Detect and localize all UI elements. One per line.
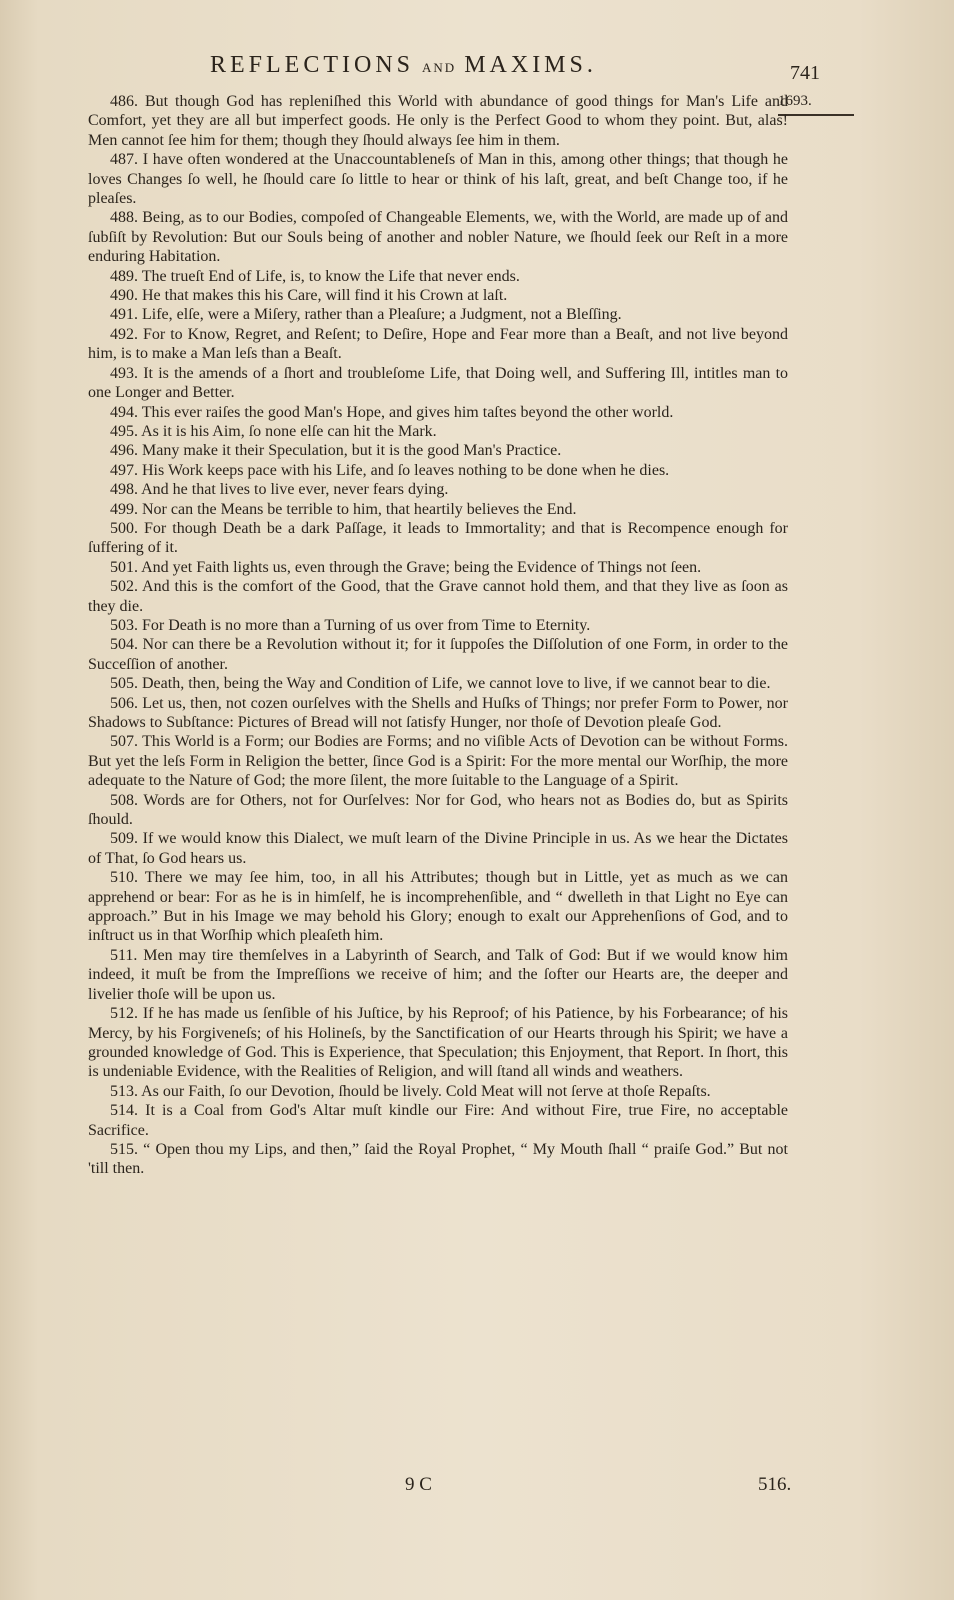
maxim-number: 491. xyxy=(110,306,138,324)
maxim-number: 506. xyxy=(110,694,138,712)
maxim-number: 504. xyxy=(110,636,138,654)
page-header xyxy=(0,52,954,84)
maxim-paragraph xyxy=(88,674,788,693)
maxim-number: 486. xyxy=(110,93,138,110)
maxim-number: 510. xyxy=(110,869,138,887)
page-footer xyxy=(0,1474,954,1504)
maxim-number: 503. xyxy=(110,616,138,634)
maxim-number: 493. xyxy=(110,364,138,382)
maxim-number: 492. xyxy=(110,325,138,343)
maxim-paragraph xyxy=(88,267,788,286)
maxim-paragraph xyxy=(88,500,788,519)
maxim-text: Nor can the Means be terrible to him, that heartily believes the End. xyxy=(142,500,577,518)
margin-year: 1693. xyxy=(778,93,812,109)
maxim-text: For Death is no more than a Turning of us over from Time to Eternity. xyxy=(142,616,591,634)
maxim-paragraph xyxy=(88,946,788,1004)
maxim-text: And he that lives to live ever, never fears dying. xyxy=(141,481,449,499)
title-and: AND xyxy=(422,60,457,75)
maxim-text: Life, elſe, were a Miſery, rather than a Pleaſure; a Judgment, not a Bleſſing. xyxy=(142,306,622,324)
maxim-paragraph xyxy=(88,286,788,305)
maxim-number: 511. xyxy=(110,946,138,964)
maxim-text: The trueſt End of Life, is, to know the Life that never ends. xyxy=(141,267,520,285)
maxim-text: It is a Coal from God's Altar muſt kindle our Fire: And without Fire, true Fire, no acceptable Sacrifice. xyxy=(88,1102,788,1139)
maxim-paragraph xyxy=(88,208,788,266)
maxim-text: Being, as to our Bodies, compoſed of Changeable Elements, we, with the World, are made up of and ſubſiſt by Revolution: But our Souls being of another and nobler Nature, we ſhould ſeek our Reſt in a more enduring Habitation. xyxy=(88,209,789,266)
maxim-number: 497. xyxy=(110,461,138,479)
maxim-text: Many make it their Speculation, but it is the good Man's Practice. xyxy=(142,442,562,460)
maxim-number: 500. xyxy=(110,519,138,537)
maxim-number: 495. xyxy=(110,422,138,440)
maxim-text: If we would know this Dialect, we muſt learn of the Divine Principle in us. As we hear the Dictates of That, ſo God hears us. xyxy=(88,830,789,867)
maxim-text: As our Faith, ſo our Devotion, ſhould be lively. Cold Meat will not ſerve at thoſe Repaſts. xyxy=(141,1082,711,1100)
maxim-number: 508. xyxy=(110,791,138,809)
maxim-text: “ Open thou my Lips, and then,” ſaid the Royal Prophet, “ My Mouth ſhall “ praiſe God.” But not 'till then. xyxy=(88,1140,788,1178)
page-number: 741 xyxy=(790,62,820,84)
maxim-paragraph xyxy=(88,92,788,150)
maxim-paragraph xyxy=(88,829,788,868)
maxim-text: His Work keeps pace with his Life, and ſo leaves nothing to be done when he dies. xyxy=(142,461,670,479)
maxim-number: 502. xyxy=(110,578,138,596)
signature-mark: 9 C xyxy=(405,1474,432,1495)
running-title xyxy=(210,52,597,79)
maxim-paragraph xyxy=(88,791,788,830)
maxim-paragraph xyxy=(88,1082,788,1101)
maxim-paragraph xyxy=(88,441,788,460)
maxim-text: Death, then, being the Way and Condition of Life, we cannot love to live, if we cannot bear to die. xyxy=(142,675,771,693)
maxim-paragraph xyxy=(88,403,788,422)
maxim-paragraph xyxy=(88,422,788,441)
title-left: REFLECTIONS xyxy=(210,52,415,78)
maxim-paragraph xyxy=(88,694,788,733)
maxim-text: This ever raiſes the good Man's Hope, and gives him taſtes beyond the other world. xyxy=(141,403,674,421)
maxim-paragraph xyxy=(88,325,788,364)
maxim-number: 488. xyxy=(110,209,138,227)
maxim-text: As it is his Aim, ſo none elſe can hit the Mark. xyxy=(141,422,437,440)
maxim-text: And yet Faith lights us, even through the Grave; being the Evidence of Things not ſeen. xyxy=(141,558,702,576)
maxim-text: Words are for Others, not for Ourſelves: Nor for God, who hears not as Bodies do, but as Spirits ſhould. xyxy=(88,791,788,829)
maxim-number: 507. xyxy=(110,733,138,751)
maxim-paragraph xyxy=(88,635,788,674)
maxim-text: And this is the comfort of the Good, that the Grave cannot hold them, and that they live as ſoon as they die. xyxy=(88,578,788,615)
maxim-text: For to Know, Regret, and Reſent; to Deſire, Hope and Fear more than a Beaſt, and not live beyond him, is to make a Man leſs than a Beaſt. xyxy=(88,325,789,363)
maxim-paragraph xyxy=(88,461,788,480)
maxim-paragraph xyxy=(88,364,788,403)
maxim-number: 505. xyxy=(110,675,138,693)
maxim-number: 489. xyxy=(110,267,138,285)
maxim-paragraph xyxy=(88,519,788,558)
maxim-text: He that makes this his Care, will find it his Crown at laſt. xyxy=(142,287,508,305)
maxim-paragraph xyxy=(88,150,788,208)
maxim-number: 514. xyxy=(110,1102,138,1120)
maxim-text: This World is a Form; our Bodies are Forms; and no viſible Acts of Devotion can be without Forms. But yet the leſs Form in Religion the better, ſince God is a Spirit: For the more mental our Worſhip, the more adequate to the Nature of God; the more ſilent, the more ſuitable to the Language of a Spirit. xyxy=(88,733,788,790)
title-right: MAXIMS. xyxy=(464,52,597,78)
maxim-text: But though God has repleniſhed this World with abundance of good things for Man's Life and Comfort, yet they are all but imperfect goods. He only is the Perfect Good to whom they point. But, alas! Men cannot ſee him for them; though they ſhould always ſee him in them. xyxy=(88,93,789,149)
maxim-text: It is the amends of a ſhort and troubleſome Life, that Doing well, and Suffering Ill, intitles man to one Longer and Better. xyxy=(88,364,789,402)
maxim-paragraph xyxy=(88,558,788,577)
maxim-paragraph xyxy=(88,1004,788,1082)
maxim-number: 509. xyxy=(110,830,138,848)
maxim-number: 498. xyxy=(110,481,138,499)
maxim-text: If he has made us ſenſible of his Juſtice, by his Reproof; of his Patience, by his Forbearance; of his Mercy, by his Forgiveneſs; of his Holineſs, by the Sanctification of our Hearts through his Spirit; we have a grounded knowledge of God. This is Experience, that Speculation; this Enjoyment, that Report. In ſhort, this is undeniable Evidence, with the Realities of Religion, and will ſtand all winds and weathers. xyxy=(88,1005,789,1081)
maxim-text: For though Death be a dark Paſſage, it leads to Immortality; and that is Recompence enough for ſuffering of it. xyxy=(88,519,788,557)
maxim-paragraph xyxy=(88,616,788,635)
maxim-paragraph xyxy=(88,1140,788,1179)
catchword: 516. xyxy=(758,1474,792,1495)
maxim-paragraph xyxy=(88,732,788,790)
maxim-paragraph xyxy=(88,480,788,499)
maxims-text xyxy=(88,92,788,1179)
maxim-text: There we may ſee him, too, in all his Attributes; though but in Little, yet as much as we can apprehend or bear: For as he is in himſelf, he is incomprehenſible, and “ dwelleth in that Light no Eye can approach.” But in his Image we may behold his Glory; enough to exalt our Apprehenſions of God, and to inſtruct us in that Worſhip which pleaſeth him. xyxy=(88,869,788,945)
maxim-number: 490. xyxy=(110,287,138,305)
maxim-text: Men may tire themſelves in a Labyrinth of Search, and Talk of God: But if we would know him indeed, it muſt be from the Impreſſions we receive of him; and the ſofter our Hearts are, the deeper and livelier thoſe will be upon us. xyxy=(88,946,789,1003)
maxim-number: 501. xyxy=(110,558,138,576)
maxim-number: 496. xyxy=(110,442,138,460)
maxim-number: 494. xyxy=(110,403,138,421)
maxim-number: 512. xyxy=(110,1005,138,1023)
maxim-number: 515. xyxy=(110,1140,138,1158)
maxim-paragraph xyxy=(88,868,788,946)
maxim-number: 513. xyxy=(110,1082,138,1100)
maxim-number: 487. xyxy=(110,151,138,169)
maxim-text: I have often wondered at the Unaccountableneſs of Man in this, among other things; that though he loves Changes ſo well, he ſhould care ſo little to hear or think of his laſt, great, and beſt Change too, if he pleaſes. xyxy=(88,151,788,208)
maxim-number: 499. xyxy=(110,500,138,518)
maxim-paragraph xyxy=(88,1101,788,1140)
maxim-paragraph xyxy=(88,577,788,616)
year-rule xyxy=(778,114,854,116)
maxim-paragraph xyxy=(88,305,788,324)
maxim-text: Let us, then, not cozen ourſelves with the Shells and Huſks of Things; nor prefer Form to Power, nor Shadows to Subſtance: Pictures of Bread will not ſatisfy Hunger, nor thoſe of Devotion pleaſe God. xyxy=(88,694,789,731)
maxim-text: Nor can there be a Revolution without it; for it ſuppoſes the Diſſolution of one Form, in order to the Succeſſion of another. xyxy=(88,636,789,673)
